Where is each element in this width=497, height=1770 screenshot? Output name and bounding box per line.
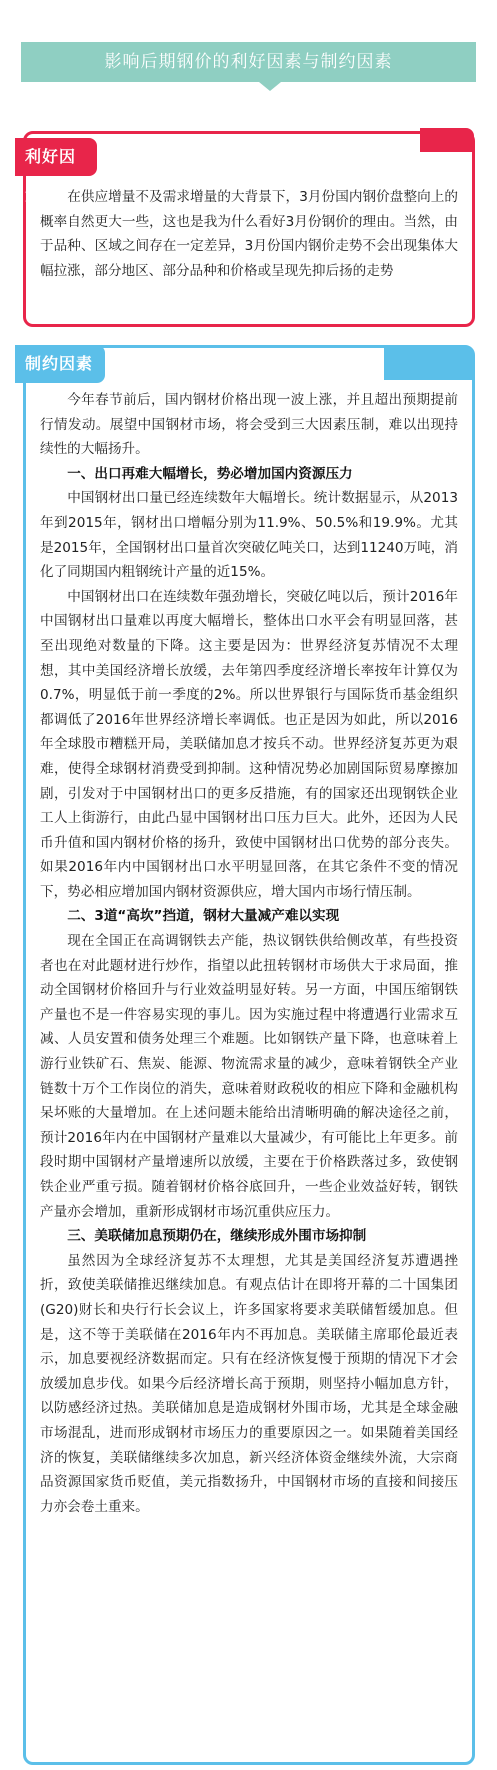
favorable-paragraph: 在供应增量不及需求增量的大背景下，3月份国内钢价盘整向上的概率自然更大一些，这也是我为什么看好3月份钢价的理由。当然，由于品种、区域之间存在一定差异，3月份国内钢价走势不会出现集体大幅拉涨，部分地区、部分品种和价格或呈现先抑后扬的走势 (40, 189, 458, 279)
section-2-paragraph-1: 现在全国正在高调钢铁去产能，热议钢铁供给侧改革，有些投资者也在对此题材进行炒作，指望以此扭转钢材市场供大于求局面，推动全国钢材价格回升与行业效益明显好转。另一方面，中国压缩钢铁产量也不是一件容易实现的事儿。因为实施过程中将遭遇行业需求互减、人员安置和债务处理三个难题。比如钢铁产量下降，也意味着上游行业铁矿石、焦炭、能源、物流需求量的减少，意味着钢铁全产业链数十万个工作岗位的消失，意味着财政税收的相应下降和金融机构呆坏账的大量增加。在上述问题未能给出清晰明确的解决途径之前，预计2016年内在中国钢材产量难以大量减少，有可能比上年更多。前段时期中国钢材产量增速所以放缓，主要在于价格跌落过多，致使钢铁企业严重亏损。随着钢材价格谷底回升，一些企业效益好转，钢铁产量亦会增加，重新形成钢材市场沉重供应压力。 (40, 933, 458, 1220)
section-heading-3: 三、美联储加息预期仍在，继续形成外围市场抑制 (67, 1228, 367, 1245)
title-banner (21, 42, 476, 82)
page-title: 影响后期钢价的利好因素与制约因素 (104, 52, 393, 72)
title-notch (259, 82, 281, 91)
section-3-paragraph-1: 虽然因为全球经济复苏不太理想，尤其是美国经济复苏遭遇挫折，致使美联储推迟继续加息。有观点估计在即将开幕的二十国集团(G20)财长和央行行长会议上，许多国家将要求美联储暂缓加息。但是，这不等于美联储在2016年内不再加息。美联储主席耶伦最近表示，加息要视经济数据而定。只有在经济恢复慢于预期的情况下才会放缓加息步伐。如果今后经济增长高于预期，则坚持小幅加息方针，以防感经济过热。美联储加息是造成钢材外围市场，尤其是全球金融市场混乱，进而形成钢材市场压力的重要原因之一。如果随着美国经济的恢复，美联储继续多次加息，新兴经济体资金继续外流，大宗商品资源国家货币贬值，美元指数扬升，中国钢材市场的直接和间接压力亦会卷土重来。 (40, 1252, 458, 1515)
favorable-body (40, 185, 458, 283)
section-1-paragraph-1: 中国钢材出口量已经连续数年大幅增长。统计数据显示，从2013年到2015年，钢材出口增幅分别为11.9%、50.5%和19.9%。尤其是2015年，全国钢材出口量首次突破亿吨关口，达到11240万吨，消化了同期国内粗钢统计产量的近15%。 (40, 490, 458, 581)
constraint-intro: 今年春节前后，国内钢材价格出现一波上涨，并且超出预期提前行情发动。展望中国钢材市场，将会受到三大因素压制，难以出现持续性的大幅扬升。 (40, 392, 458, 458)
favorable-corner-accent (420, 128, 474, 152)
constraint-corner-accent (384, 346, 472, 380)
constraint-body (40, 388, 458, 1519)
favorable-tag: 利好因素 (15, 138, 97, 176)
constraint-tag: 制约因素 (15, 345, 105, 383)
section-heading-2: 二、3道“高坎”挡道，钢材大量减产难以实现 (67, 908, 340, 925)
section-1-paragraph-2: 中国钢材出口在连续数年强劲增长，突破亿吨以后，预计2016年中国钢材出口量难以再度大幅增长，整体出口水平会有明显回落，甚至出现绝对数量的下降。这主要是因为：世界经济复苏情况不太理想，其中美国经济增长放缓，去年第四季度经济增长率按年计算仅为0.7%，明显低于前一季度的2%。所以世界银行与国际货币基金组织都调低了2016年世界经济增长率调低。也正是因为如此，所以2016年全球股市糟糕开局，美联储加息才按兵不动。世界经济复苏更为艰难，使得全球钢材消费受到抑制。这种情况势必加剧国际贸易摩擦加剧，引发对于中国钢材出口的更多反措施，有的国家还出现钢铁企业工人上街游行，由此凸显中国钢材出口压力巨大。此外，还因为人民币升值和国内钢材价格的扬升，致使中国钢材出口优势的部分丧失。如果2016年内中国钢材出口水平明显回落，在其它条件不变的情况下，势必相应增加国内钢材资源供应，增大国内市场行情压制。 (40, 588, 458, 900)
section-heading-1: 一、出口再难大幅增长，势必增加国内资源压力 (67, 465, 353, 482)
